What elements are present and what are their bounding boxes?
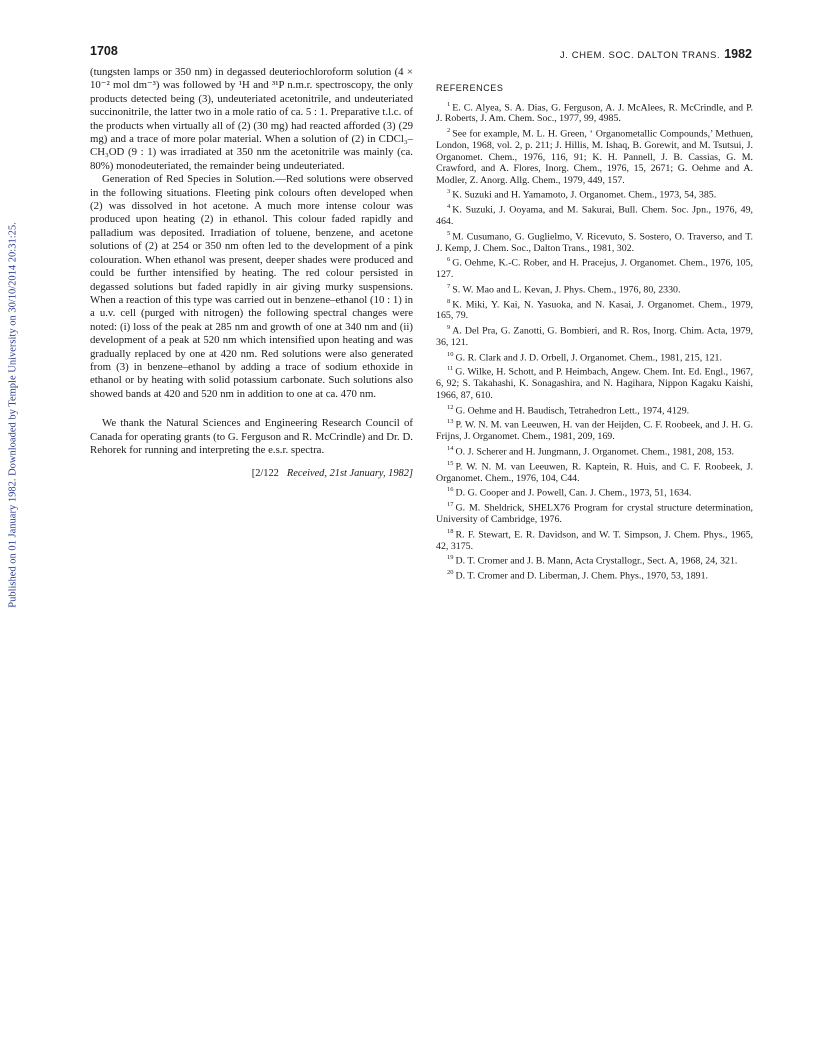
- reference-number: 7: [447, 282, 451, 290]
- reference-text: G. Oehme, K.-C. Rober, and H. Pracejus, J. Organomet. Chem., 1976, 105, 127.: [436, 257, 753, 281]
- journal-name: J. CHEM. SOC. DALTON TRANS.: [559, 50, 721, 61]
- reference-text: P. W. N. M. van Leeuwen, H. van der Heijden, C. F. Roobeek, and J. H. G. Frijns, J. Organomet. Chem., 1981, 209, 169.: [436, 419, 753, 443]
- reference-number: 19: [447, 554, 454, 562]
- reference-text: K. Miki, Y. Kai, N. Yasuoka, and N. Kasai, J. Organomet. Chem., 1979, 165, 79.: [436, 298, 753, 322]
- reference-item: [436, 99, 753, 125]
- reference-text: D. T. Cromer and J. B. Mann, Acta Crystallogr., Sect. A, 1968, 24, 321.: [455, 555, 738, 567]
- references-heading: REFERENCES: [436, 83, 504, 93]
- reference-number: 8: [447, 297, 451, 305]
- reference-item: [436, 443, 753, 458]
- reference-text: D. G. Cooper and J. Powell, Can. J. Chem., 1973, 51, 1634.: [455, 487, 692, 499]
- reference-number: 20: [447, 569, 454, 577]
- reference-text: K. Suzuki and H. Yamamoto, J. Organomet. Chem., 1973, 54, 385.: [452, 189, 717, 201]
- reference-text: O. J. Scherer and H. Jungmann, J. Organomet. Chem., 1981, 208, 153.: [455, 446, 734, 458]
- reference-text: G. R. Clark and J. D. Orbell, J. Organomet. Chem., 1981, 215, 121.: [455, 351, 722, 363]
- reference-number: 13: [447, 418, 454, 426]
- reference-item: [436, 254, 753, 280]
- reference-item: [436, 458, 753, 484]
- body-paragraph-1: (tungsten lamps or 350 nm) in degassed deuteriochloroform solution (4 × 10⁻² mol dm⁻³) was followed by ¹H and ³¹P n.m.r. spectroscopy, the only products detected being (3), undeuteriated acetonitrile, and undeuteriated succinonitrile, the latter two in a mole ratio of ca. 5 : 1. Preparative t.l.c. of the products when virtually all of (2) (30 mg) had reacted afforded (3) (29 mg) and a trace of more polar material. When a solution of (2) in CDCl₃–CH₃OD (9 : 1) was irradiated at 350 nm the acetonitrile was mainly (ca. 80%) monodeuteriated, the remainder being undeuteriated.: [90, 66, 413, 172]
- reference-list: [436, 99, 753, 582]
- reference-item: [436, 201, 753, 227]
- reference-text: A. Del Pra, G. Zanotti, G. Bombieri, and R. Ros, Inorg. Chim. Acta, 1979, 36, 121.: [436, 325, 753, 348]
- reference-number: 6: [447, 256, 451, 264]
- publication-side-note: [0, 180, 26, 650]
- reference-item: [436, 186, 753, 201]
- reference-number: 16: [447, 486, 454, 494]
- reference-number: 15: [447, 459, 454, 467]
- reference-text: K. Suzuki, J. Ooyama, and M. Sakurai, Bull. Chem. Soc. Jpn., 1976, 49, 464.: [436, 204, 753, 228]
- reference-number: 4: [447, 203, 451, 211]
- reference-item: [436, 296, 753, 322]
- reference-number: 10: [447, 350, 454, 358]
- reference-number: 17: [447, 501, 454, 509]
- reference-number: 9: [447, 324, 451, 332]
- reference-item: [436, 402, 753, 417]
- reference-text: See for example, M. L. H. Green, ‘ Organometallic Compounds,’ Methuen, London, 1968, vol. 2, p. 211; J. Hillis, M. Ishaq, B. Gorewit, and M. Tsutsui, J. Organomet. Chem., 1976, 116, 91; K. H. Pannell, J. B. Cassias, G. M. Crawford, and A. Flores, Inorg. Chem., 1976, 15, 2671; G. Oehme and A. Modler, Z. Anorg. Allg. Chem., 1979, 449, 157.: [436, 128, 753, 186]
- references-column: [436, 83, 753, 582]
- reference-text: S. W. Mao and L. Kevan, J. Phys. Chem., 1976, 80, 2330.: [452, 283, 681, 295]
- reference-text: P. W. N. M. van Leeuwen, R. Kaptein, R. Huis, and C. F. Roobeek, J. Organomet. Chem., 1976, 104, C44.: [436, 461, 753, 484]
- journal-year: 1982: [724, 47, 752, 61]
- reference-number: 2: [447, 127, 451, 135]
- reference-item: [436, 363, 753, 401]
- received-line: [90, 467, 413, 480]
- reference-number: 18: [447, 527, 454, 535]
- reference-item: [436, 526, 753, 552]
- reference-number: 1: [447, 100, 451, 108]
- reference-item: [436, 499, 753, 525]
- reference-number: 5: [447, 229, 451, 237]
- reference-number: 3: [447, 188, 451, 196]
- reference-text: R. F. Stewart, E. R. Davidson, and W. T. Simpson, J. Chem. Phys., 1965, 42, 3175.: [436, 528, 753, 552]
- reference-item: [436, 552, 753, 567]
- reference-text: E. C. Alyea, S. A. Dias, G. Ferguson, A. J. McAlees, R. McCrindle, and P. J. Roberts, J. Am. Chem. Soc., 1977, 99, 4985.: [436, 101, 753, 125]
- received-code: [2/122: [251, 468, 279, 480]
- body-paragraph-2: Generation of Red Species in Solution.—Red solutions were observed in the following situations. Fleeting pink colours often developed when (2) was dissolved in hot acetone. A much more intense colour was produced upon heating (2) in ethanol. This colour faded rapidly and palladium was deposited. Irradiation of toluene, benzene, and acetone solutions of (2) at 254 or 350 nm often led to the development of a pink colouration. When ethanol was present, deeper shades were produced and could be further intensified by heating. The red colour persisted in degassed solutions but faded rapidly in air giving murky suspensions. When a reaction of this type was carried out in benzene–ethanol (10 : 1) in a u.v. cell (purged with nitrogen) the following spectral changes were noted: (i) loss of the peak at 285 nm and growth of one at 340 nm and (ii) development of a peak at 520 nm which intensified upon heating and was gradually replaced by one at 420 nm. Red solutions were also generated from (3) in benzene–ethanol by adding a trace of sodium ethoxide in ethanol or by heating with solid potassium carbonate. Such solutions also showed bands at 420 and 520 nm in addition to one at ca. 470 nm.: [90, 173, 413, 400]
- reference-text: D. T. Cromer and D. Liberman, J. Chem. Phys., 1970, 53, 1891.: [455, 570, 709, 582]
- reference-text: G. Wilke, H. Schott, and P. Heimbach, Angew. Chem. Int. Ed. Engl., 1967, 6, 92; S. Takahashi, K. Sonagashira, and N. Hagihara, Nippon Kagaku Kaishi, 1966, 87, 610.: [436, 366, 753, 401]
- reference-number: 12: [447, 403, 454, 411]
- page-number: 1708: [90, 44, 118, 58]
- reference-item: [436, 567, 753, 582]
- reference-item: [436, 484, 753, 499]
- side-note-text: Published on 01 January 1982. Downloaded by Temple University on 30/10/2014 20:31:25.: [7, 222, 19, 608]
- acknowledgement: We thank the Natural Sciences and Engineering Research Council of Canada for operating grants (to G. Ferguson and R. McCrindle) and Dr. D. Rehorek for running and interpreting the e.s.r. spectra.: [90, 417, 413, 456]
- running-head: [560, 47, 752, 61]
- reference-item: [436, 228, 753, 254]
- reference-text: G. Oehme and H. Baudisch, Tetrahedron Lett., 1974, 4129.: [455, 404, 690, 416]
- reference-item: [436, 416, 753, 442]
- reference-item: [436, 322, 753, 348]
- reference-text: M. Cusumano, G. Guglielmo, V. Ricevuto, S. Sostero, O. Traverso, and T. J. Kemp, J. Chem. Soc., Dalton Trans., 1981, 302.: [436, 231, 753, 254]
- reference-item: [436, 281, 753, 296]
- reference-item: [436, 125, 753, 186]
- reference-number: 11: [447, 365, 454, 373]
- received-date: Received, 21st January, 1982]: [286, 468, 413, 480]
- reference-item: [436, 349, 753, 364]
- left-column: [90, 66, 413, 481]
- reference-number: 14: [447, 444, 454, 452]
- reference-text: G. M. Sheldrick, SHELX76 Program for crystal structure determination, University of Cambridge, 1976.: [436, 502, 753, 526]
